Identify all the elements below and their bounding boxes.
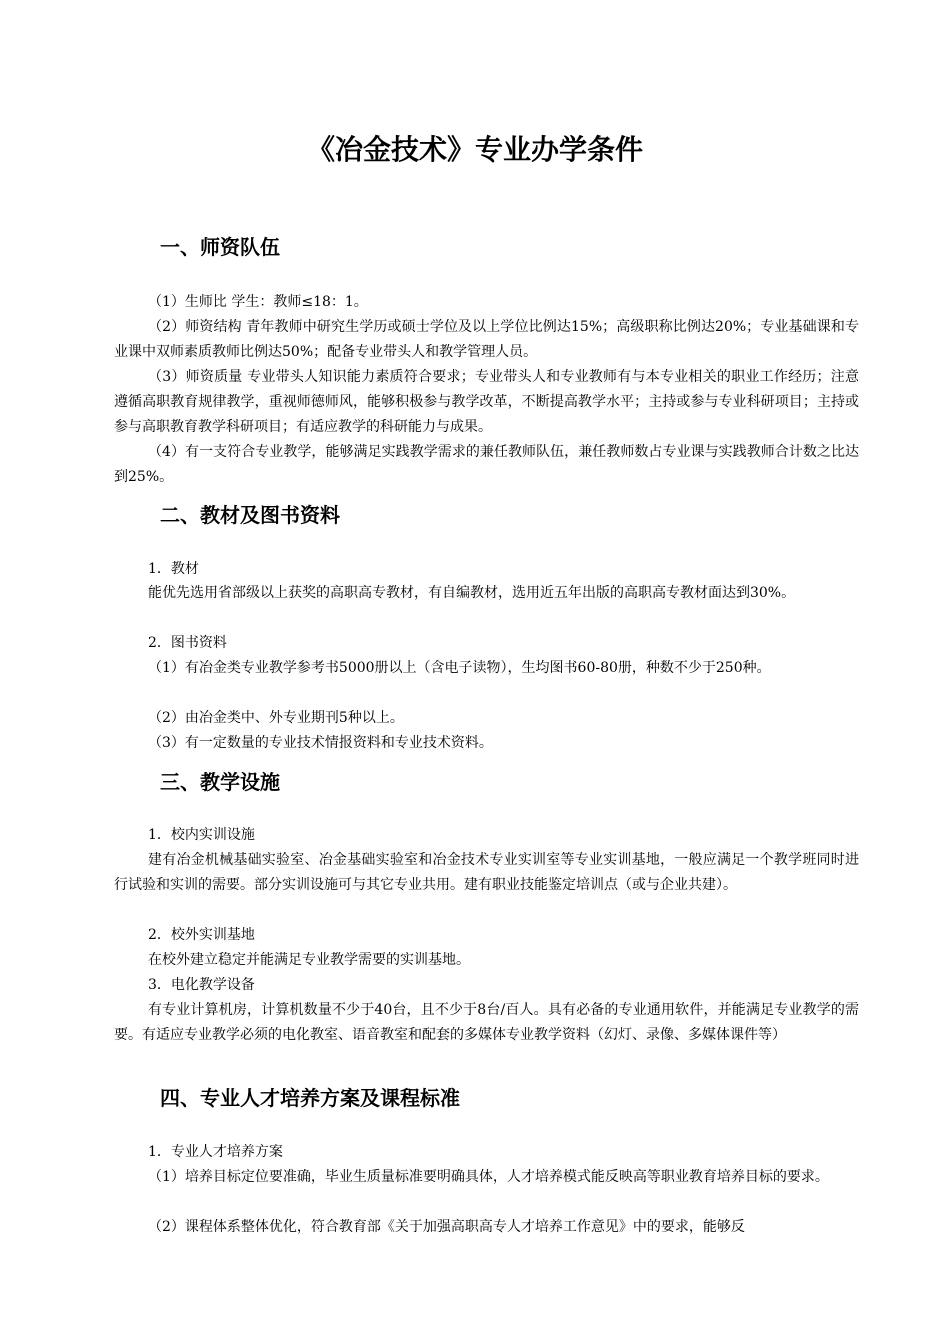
paragraph: 1．专业人才培养方案 [148, 1144, 283, 1160]
section-heading-facilities: 三、教学设施 [160, 770, 280, 794]
paragraph: （4）有一支符合专业教学，能够满足实践教学需求的兼任教师队伍，兼任教师数占专业课与实践教师合计数之比达到25%。 [114, 444, 859, 485]
paragraph: 2．图书资料 [148, 635, 227, 651]
paragraph: （2）课程体系整体优化，符合教育部《关于加强高职高专人才培养工作意见》中的要求，能够反 [148, 1219, 745, 1235]
section-heading-teachers: 一、师资队伍 [160, 235, 280, 259]
paragraph: （3）师资质量 专业带头人知识能力素质符合要求；专业带头人和专业教师有与本专业相关的职业工作经历；注意遵循高职教育规律教学，重视师德师风，能够积极参与教学改革，不断提高教学水平；主持或参与专业科研项目；主持或参与高职教育教学科研项目；有适应教学的科研能力与成果。 [114, 369, 859, 435]
paragraph: 有专业计算机房，计算机数量不少于40台，且不少于8台/百人。具有必备的专业通用软件，并能满足专业教学的需要。有适应专业教学必须的电化教室、语音教室和配套的多媒体专业教学资料（幻灯、录像、多媒体课件等） [114, 1002, 859, 1043]
paragraph: 建有冶金机械基础实验室、冶金基础实验室和冶金技术专业实训室等专业实训基地，一般应满足一个教学班同时进行试验和实训的需要。部分实训设施可与其它专业共用。建有职业技能鉴定培训点（或与企业共建）。 [114, 852, 859, 893]
paragraph: （3）有一定数量的专业技术情报资料和专业技术资料。 [148, 735, 493, 751]
paragraph: （1）培养目标定位要准确，毕业生质量标准要明确具体，人才培养模式能反映高等职业教育培养目标的要求。 [148, 1169, 829, 1185]
document-title: 《冶金技术》专业办学条件 [306, 133, 643, 166]
paragraph: 2．校外实训基地 [148, 927, 255, 943]
paragraph: 1．教材 [148, 561, 199, 577]
section-heading-textbooks: 二、教材及图书资料 [160, 503, 340, 527]
paragraph: （2）师资结构 青年教师中研究生学历或硕士学位及以上学位比例达15%；高级职称比例达20%；专业基础课和专业课中双师素质教师比例达50%；配备专业带头人和教学管理人员。 [114, 319, 859, 360]
section-heading-training-plan: 四、专业人才培养方案及课程标准 [160, 1086, 460, 1110]
paragraph: 1．校内实训设施 [148, 827, 255, 843]
paragraph: （1）有冶金类专业教学参考书5000册以上（含电子读物），生均图书60-80册，种数不少于250种。 [148, 660, 771, 676]
paragraph: 在校外建立稳定并能满足专业教学需要的实训基地。 [148, 952, 470, 968]
paragraph: 3．电化教学设备 [148, 977, 255, 993]
paragraph: （2）由冶金类中、外专业期刊5种以上。 [148, 710, 404, 726]
paragraph: 能优先选用省部级以上获奖的高职高专教材，有自编教材，选用近五年出版的高职高专教材面达到30%。 [148, 585, 796, 601]
paragraph: （1）生师比 学生：教师≤18：1。 [148, 294, 368, 310]
